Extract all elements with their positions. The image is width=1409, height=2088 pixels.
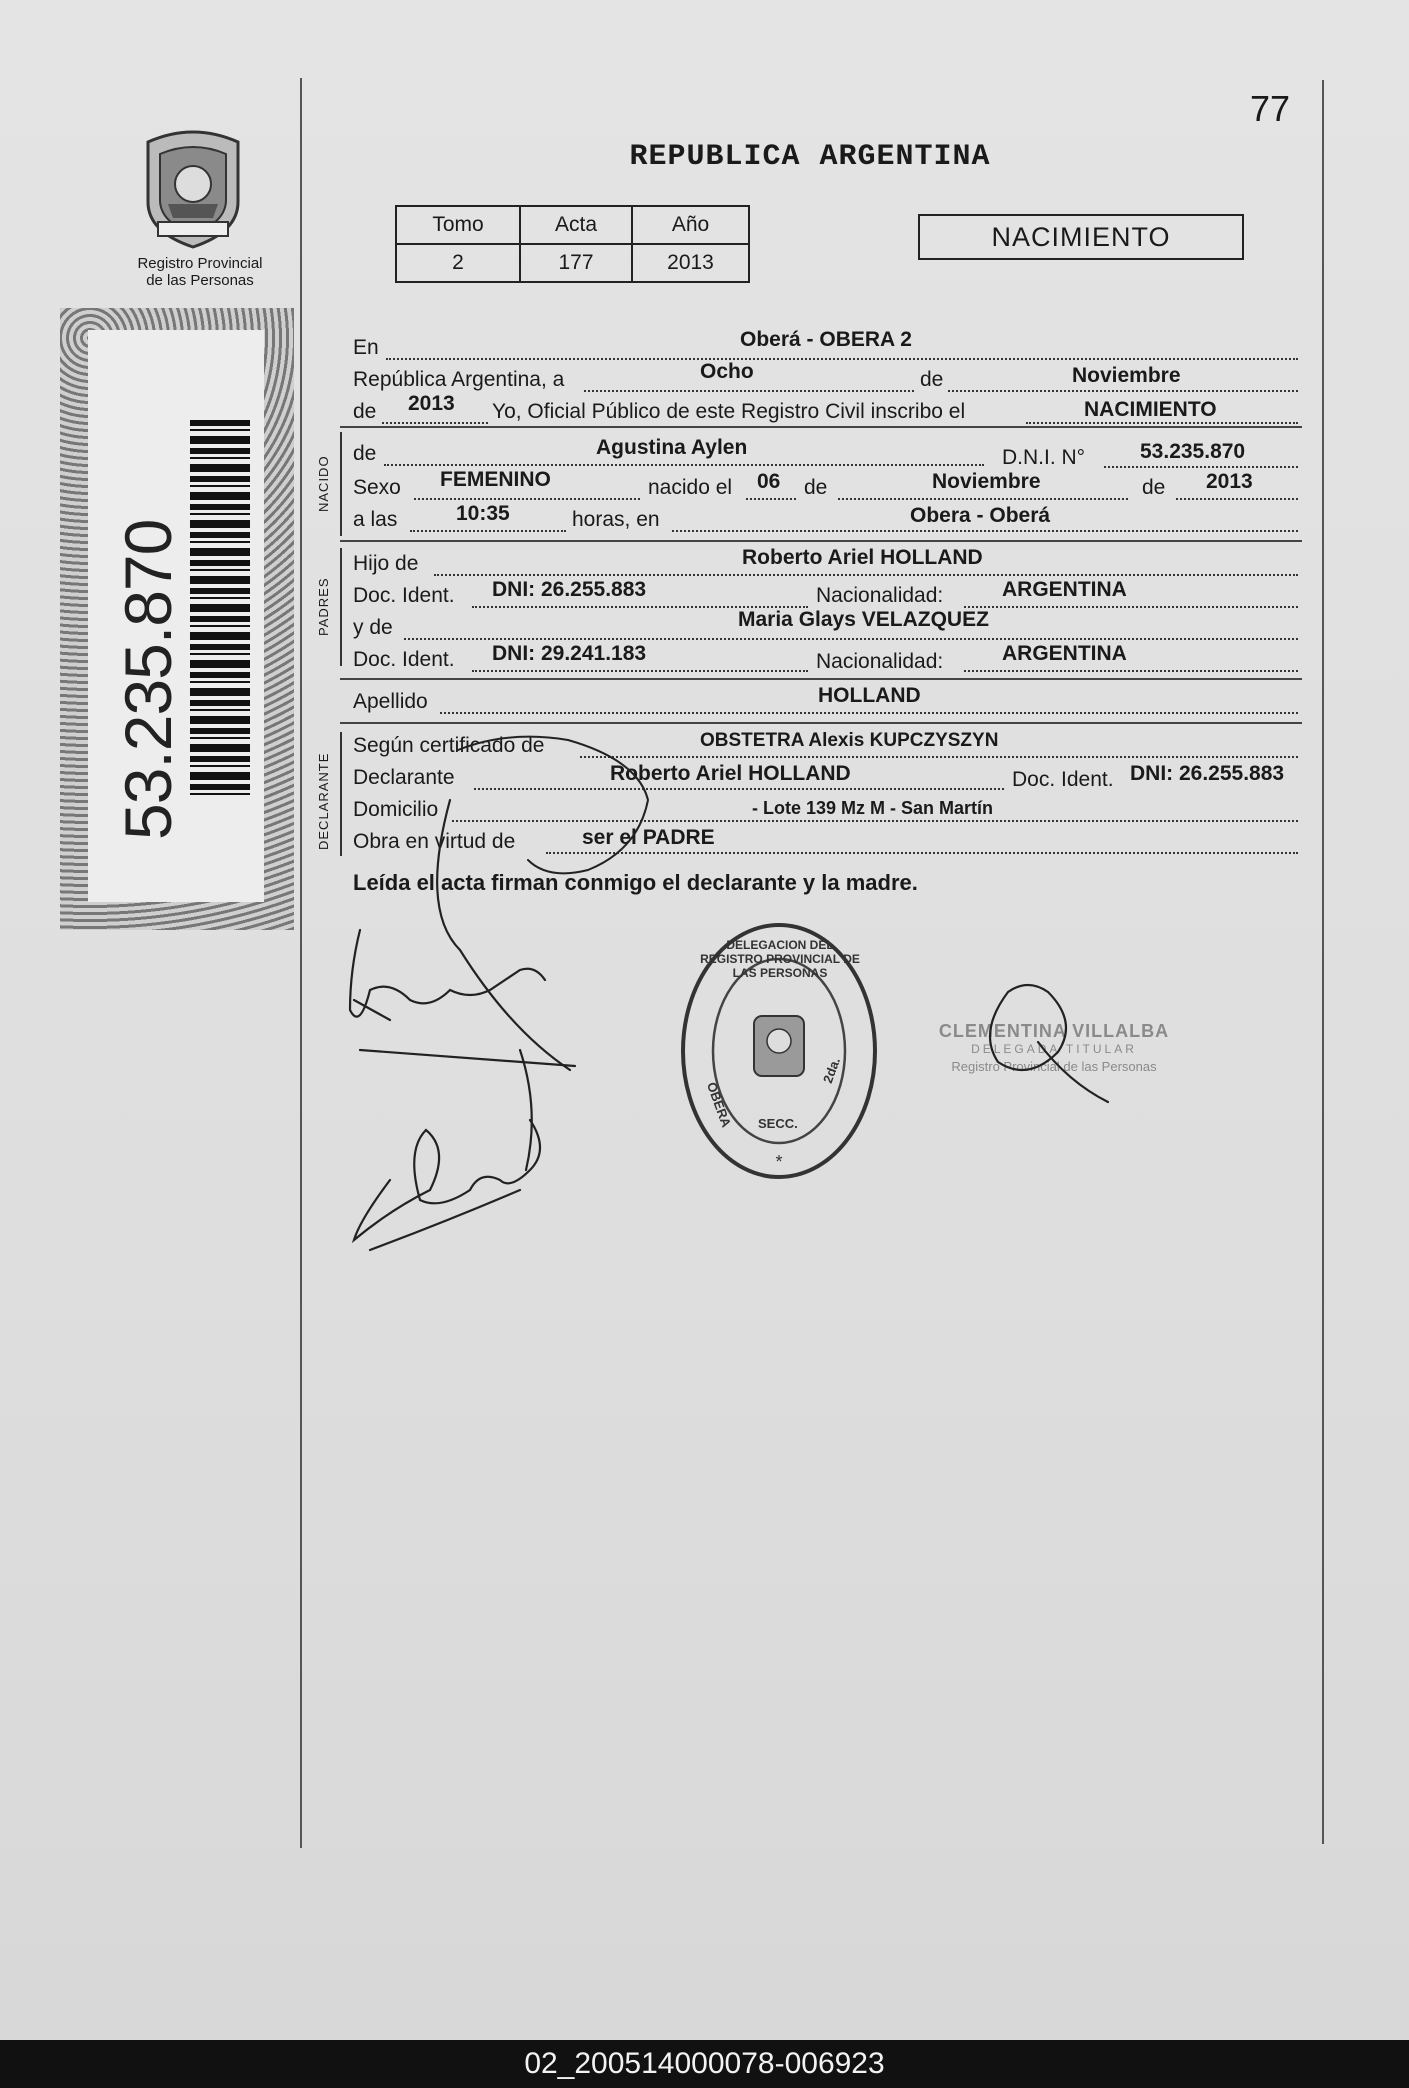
- dni-label: D.N.I. N°: [1002, 446, 1086, 469]
- section-nacido: NACIDO: [316, 455, 331, 512]
- sex-dots: [414, 498, 640, 500]
- seal-inner-bottom: SECC.: [758, 1116, 798, 1131]
- father-nat-dots: [964, 606, 1298, 608]
- day-words-value: Ocho: [700, 360, 754, 383]
- child-name-value: Agustina Aylen: [596, 436, 748, 459]
- year-value: 2013: [408, 392, 455, 415]
- stamp-line-1: CLEMENTINA VILLALBA: [938, 1021, 1170, 1041]
- doc2-label: Doc. Ident.: [353, 648, 455, 671]
- place-value: Oberá - OBERA 2: [740, 328, 912, 351]
- certificate-value: OBSTETRA Alexis KUPCZYSZYN: [700, 730, 999, 751]
- barcode-bars: [190, 420, 250, 800]
- stamp-line-3: Registro Provincial de las Personas: [951, 1059, 1157, 1074]
- inscribe-type-value: NACIMIENTO: [1084, 398, 1217, 421]
- birth-day-value: 06: [757, 470, 781, 493]
- registry-table: [395, 205, 750, 283]
- divider-2: [340, 540, 1302, 542]
- anio-header: Año: [632, 206, 749, 244]
- declarant-name-value: Roberto Ariel HOLLAND: [610, 762, 851, 785]
- domicilio-label: Domicilio: [353, 798, 439, 821]
- stamp-line-2: DELEGADA TITULAR: [971, 1042, 1137, 1056]
- birth-month-value: Noviembre: [932, 470, 1041, 493]
- mother-nat-dots: [964, 670, 1298, 672]
- cert-dots: [580, 756, 1298, 758]
- mother-dots: [404, 638, 1298, 640]
- bday-dots: [746, 498, 796, 500]
- doc-label: Doc. Ident.: [353, 584, 455, 607]
- declarant-doc-label: Doc. Ident.: [1012, 768, 1114, 791]
- right-margin-line: [1322, 80, 1324, 1844]
- de-label: de: [920, 368, 944, 391]
- dni-value: 53.235.870: [1140, 440, 1246, 463]
- declarante-label: Declarante: [353, 766, 455, 789]
- en-label: En: [353, 336, 379, 359]
- nac2-label: Nacionalidad:: [816, 650, 944, 673]
- seal-ring-text: DELEGACION DEL REGISTRO PROVINCIAL DE LAS PERSONAS: [700, 938, 860, 980]
- surname-value: HOLLAND: [818, 684, 921, 707]
- father-dots: [434, 574, 1298, 576]
- surname-dots: [440, 712, 1298, 714]
- padres-bracket: [340, 548, 342, 666]
- logo-line-1: Registro Provincial: [137, 255, 263, 272]
- sexo-label: Sexo: [353, 476, 401, 499]
- republica-label: República Argentina, a: [353, 368, 565, 391]
- hijo-label: Hijo de: [353, 552, 419, 575]
- mother-doc-dots: [472, 670, 808, 672]
- de2-label: de: [353, 400, 377, 423]
- nacido-label: nacido el: [648, 476, 733, 499]
- byear-dots: [1176, 498, 1298, 500]
- seal-inner-left: OBERA: [703, 1080, 735, 1130]
- anio-value: 2013: [632, 244, 749, 282]
- section-declarante: DECLARANTE: [316, 752, 331, 850]
- time-dots: [410, 530, 566, 532]
- a-las-label: a las: [353, 508, 398, 531]
- mother-nat-value: ARGENTINA: [1002, 642, 1127, 665]
- divider-1: [340, 426, 1302, 428]
- divider-3: [340, 678, 1302, 680]
- yo-text: Yo, Oficial Público de este Registro Civil inscribo el: [492, 400, 966, 423]
- crest-logo: [138, 122, 248, 252]
- yde-label: y de: [353, 616, 393, 639]
- closing-statement: Leída el acta firman conmigo el declarante y la madre.: [353, 870, 918, 895]
- sex-value: FEMENINO: [440, 468, 551, 491]
- bmonth-dots: [838, 498, 1128, 500]
- de5-label: de: [1142, 476, 1166, 499]
- birth-year-value: 2013: [1206, 470, 1253, 493]
- section-padres: PADRES: [316, 577, 331, 636]
- delegate-signature: [968, 972, 1118, 1112]
- day-dots: [584, 390, 914, 392]
- time-value: 10:35: [456, 502, 510, 525]
- logo-line-2: de las Personas: [146, 272, 254, 289]
- signature-loop: [448, 720, 668, 920]
- page-number: 77: [1250, 88, 1291, 129]
- address-value: - Lote 139 Mz M - San Martín: [752, 798, 994, 818]
- acta-header: Acta: [520, 206, 632, 244]
- capacity-value: ser el PADRE: [582, 826, 715, 849]
- type-dots: [1026, 422, 1298, 424]
- mother-doc-value: DNI: 29.241.183: [492, 642, 647, 665]
- father-nat-value: ARGENTINA: [1002, 578, 1127, 601]
- obra-label: Obra en virtud de: [353, 830, 516, 853]
- acta-value: 177: [520, 244, 632, 282]
- declarant-doc-value: DNI: 26.255.883: [1130, 762, 1285, 785]
- de3-label: de: [353, 442, 377, 465]
- record-type-box: NACIMIENTO: [918, 214, 1244, 260]
- tomo-header: Tomo: [396, 206, 520, 244]
- nacido-bracket: [340, 432, 342, 536]
- father-doc-value: DNI: 26.255.883: [492, 578, 647, 601]
- name-dots: [384, 464, 984, 466]
- registry-logo-text: [120, 255, 280, 289]
- month-value: Noviembre: [1072, 364, 1181, 387]
- month-dots: [948, 390, 1298, 392]
- page-title: REPUBLICA ARGENTINA: [629, 140, 991, 174]
- en-dots: [386, 358, 1298, 360]
- mother-name-value: Maria Glays VELAZQUEZ: [738, 608, 989, 631]
- dni-dots: [1104, 466, 1298, 468]
- nac-label: Nacionalidad:: [816, 584, 944, 607]
- birth-place-value: Obera - Oberá: [910, 504, 1051, 527]
- barcode-number: 53.235.870: [111, 519, 185, 840]
- father-name-value: Roberto Ariel HOLLAND: [742, 546, 983, 569]
- segun-label: Según certificado de: [353, 734, 545, 757]
- tomo-value: 2: [396, 244, 520, 282]
- bplace-dots: [672, 530, 1298, 532]
- year-dots: [382, 422, 488, 424]
- apellido-label: Apellido: [353, 690, 428, 713]
- left-margin-line: [300, 78, 302, 1848]
- svg-text:*: *: [775, 1152, 783, 1172]
- horas-label: horas, en: [572, 508, 660, 531]
- seal-inner-right: 2da.: [820, 1055, 843, 1086]
- document-footer-code: 02_200514000078-006923: [0, 2040, 1409, 2088]
- de4-label: de: [804, 476, 828, 499]
